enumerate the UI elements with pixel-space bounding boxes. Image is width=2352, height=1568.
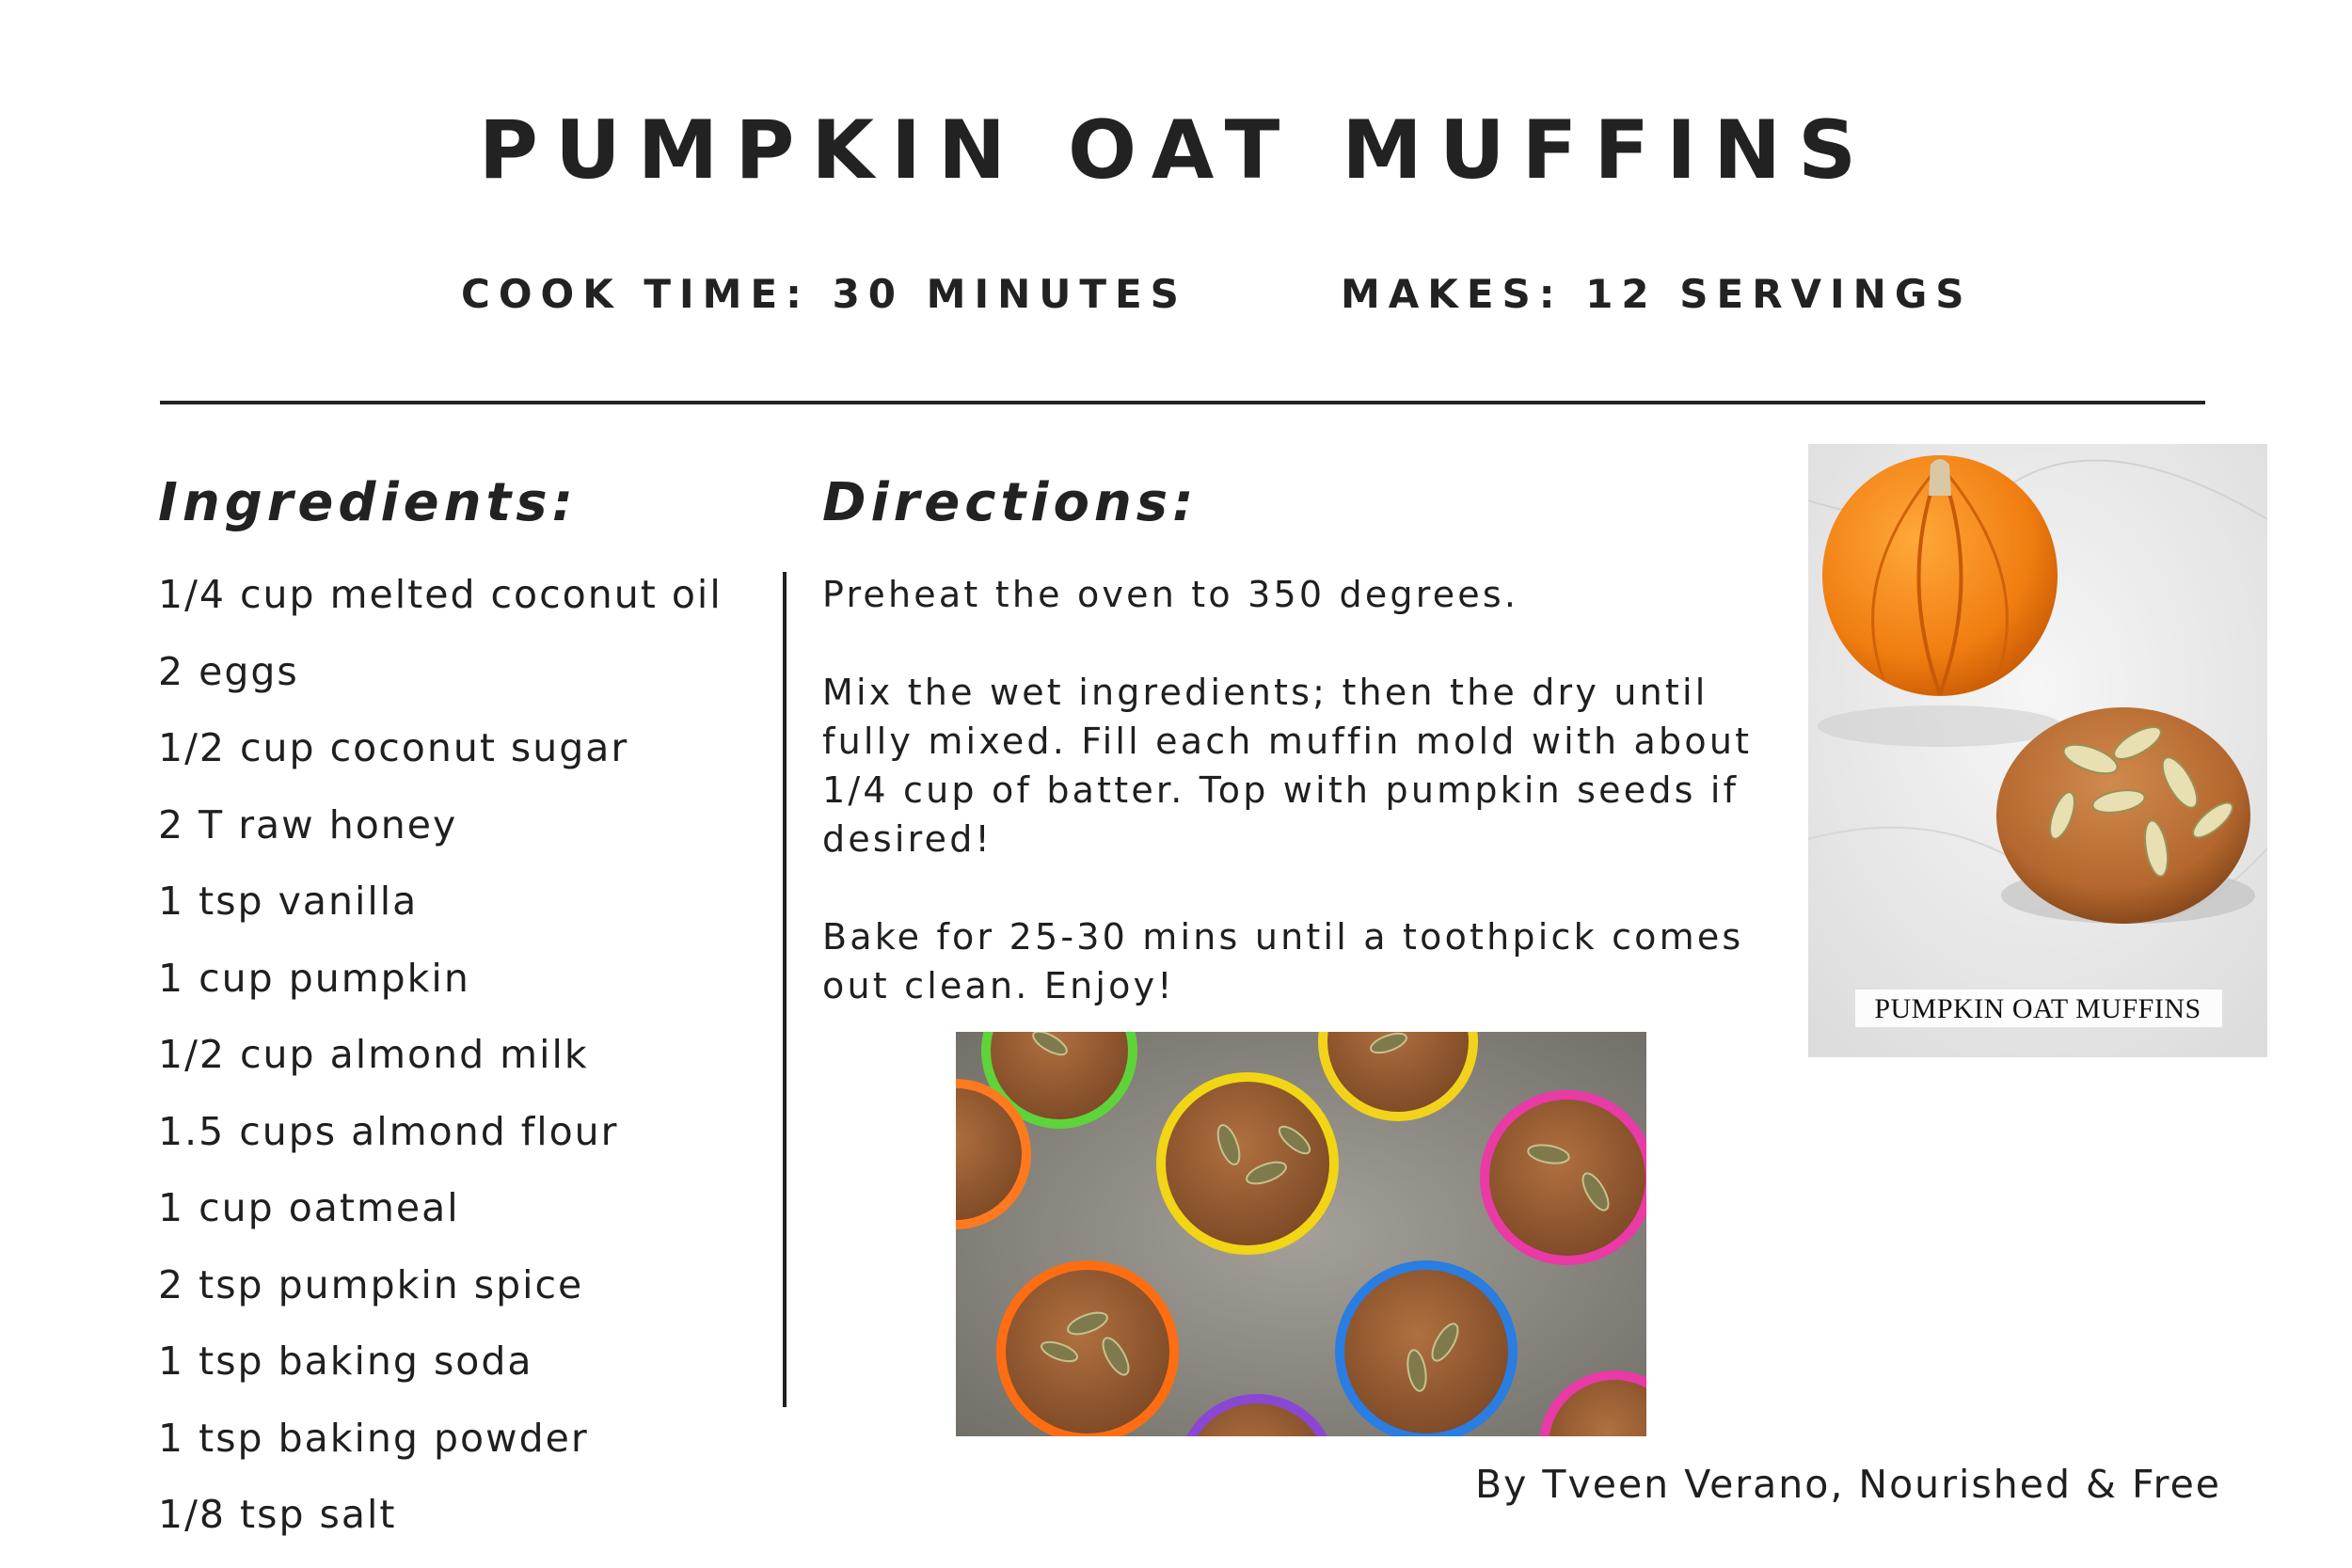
ingredients-list — [158, 564, 723, 1561]
cook-time: COOK TIME: 30 MINUTES — [461, 271, 1187, 317]
ingredient-item: 2 T raw honey — [158, 801, 458, 847]
direction-step: Bake for 25-30 mins until a toothpick comes out clean. Enjoy! — [822, 916, 1744, 1006]
directions-heading: Directions: — [822, 472, 1199, 533]
direction-step: Mix the wet ingredients; then the dry until fully mixed. Fill each muffin mold with about 1/4 cup of batter. Top with pumpkin seeds if desired! — [822, 672, 1753, 860]
ingredient-item: 2 tsp pumpkin spice — [158, 1261, 584, 1307]
ingredient-item: 1 tsp vanilla — [158, 879, 419, 924]
direction-step: Preheat the oven to 350 degrees. — [822, 574, 1519, 615]
header-divider — [160, 401, 2205, 404]
directions-text — [822, 570, 1782, 1059]
ingredient-item: 1 tsp baking powder — [158, 1415, 589, 1461]
servings: MAKES: 12 SERVINGS — [1341, 271, 1973, 317]
ingredient-item: 1.5 cups almond flour — [158, 1108, 619, 1154]
photo-caption: PUMPKIN OAT MUFFINS — [1874, 993, 2201, 1024]
ingredient-item: 1 cup pumpkin — [158, 955, 470, 1001]
column-divider — [783, 572, 787, 1407]
ingredient-item: 1/2 cup almond milk — [158, 1032, 589, 1077]
ingredient-item: 1 tsp baking soda — [158, 1338, 533, 1384]
ingredient-item: 1/4 cup melted coconut oil — [158, 572, 723, 617]
pumpkin-muffin-photo — [1808, 444, 2267, 1057]
muffin-tin-photo — [956, 1032, 1646, 1436]
ingredient-item: 1 cup oatmeal — [158, 1185, 460, 1230]
author-credit: By Tveen Verano, Nourished & Free — [1475, 1462, 2222, 1507]
ingredients-heading: Ingredients: — [158, 472, 579, 533]
recipe-title: PUMPKIN OAT MUFFINS — [478, 103, 1874, 198]
ingredient-item: 2 eggs — [158, 648, 299, 694]
ingredient-item: 1/8 tsp salt — [158, 1492, 397, 1537]
ingredient-item: 1/2 cup coconut sugar — [158, 725, 629, 770]
